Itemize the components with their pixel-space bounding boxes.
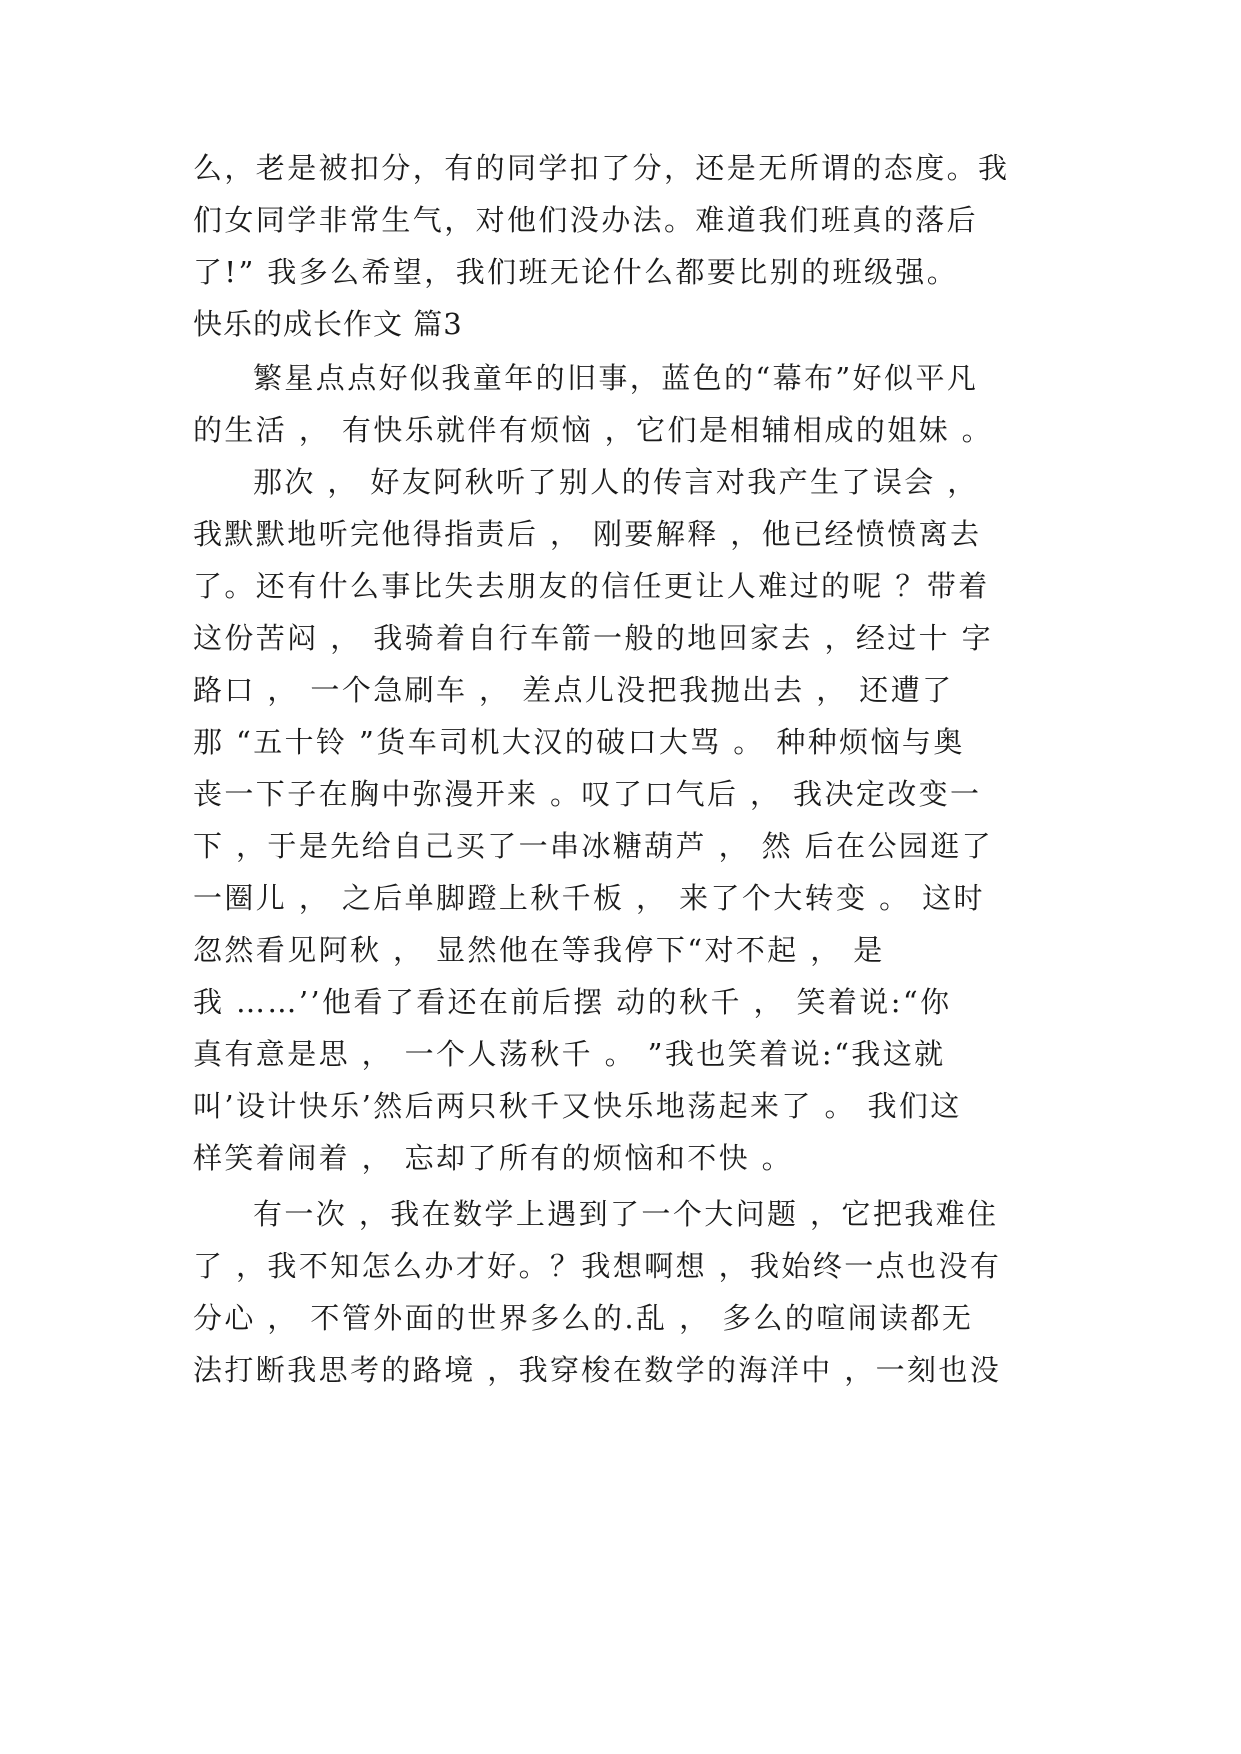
body-line-18: 真有意是思 ， 一个人荡秋千 。 ”我也笑着说:“我这就 [193, 1037, 946, 1071]
body-line-13: 丧一下子在胸中弥漫开来 。叹了口气后 ， 我决定改变一 [193, 777, 982, 811]
body-line-5: 繁星点点好似我童年的旧事，蓝色的“幕布”好似平凡 [253, 361, 979, 395]
body-line-3: 了!” 我多么希望，我们班无论什么都要比别的班级强。 [193, 255, 959, 289]
section-heading: 快乐的成长作文 篇3 [193, 307, 463, 341]
body-line-20: 样笑着闹着 ， 忘却了所有的烦恼和不快 。 [193, 1141, 794, 1175]
body-line-7: 那次 ， 好友阿秋听了别人的传言对我产生了误会 ， [253, 465, 979, 499]
body-line-12: 那 “五十铃 ”货车司机大汉的破口大骂 。 种种烦恼与奥 [193, 725, 965, 759]
body-line-22: 了 ，我不知怎么办才好。？我想啊想 ，我始终一点也没有 [193, 1249, 1002, 1283]
body-line-9: 了。还有什么事比失去朋友的信任更让人难过的呢 ？带着 [193, 569, 990, 603]
body-line-24: 法打断我思考的路境 ，我穿梭在数学的海洋中 ，一刻也没 [193, 1353, 1002, 1387]
body-line-8: 我默默地听完他得指责后 ， 刚要解释 ，他已经愤愤离去 [193, 517, 982, 551]
body-line-11: 路口 ， 一个急刷车 ， 差点儿没把我抛出去 ， 还遭了 [193, 673, 954, 707]
body-line-2: 们女同学非常生气，对他们没办法。难道我们班真的落后 [193, 203, 979, 237]
body-line-16: 忽然看见阿秋 ， 显然他在等我停下“对不起 ， 是 [193, 933, 885, 967]
body-line-1: 么，老是被扣分，有的同学扣了分，还是无所谓的态度。我 [193, 151, 1010, 185]
body-line-15: 一圈儿 ， 之后单脚蹬上秋千板 ， 来了个大转变 。 这时 [193, 881, 985, 915]
body-line-10: 这份苦闷 ， 我骑着自行车箭一般的地回家去 ，经过十 字 [193, 621, 994, 655]
body-line-19: 叫’设计快乐’然后两只秋千又快乐地荡起来了 。 我们这 [193, 1089, 962, 1123]
body-line-23: 分心 ， 不管外面的世界多么的.乱 ， 多么的喧闹读都无 [193, 1301, 974, 1335]
body-line-21: 有一次 ，我在数学上遇到了一个大问题 ，它把我难住 [253, 1197, 999, 1231]
body-line-6: 的生活 ， 有快乐就伴有烦恼 ，它们是相辅相成的姐妹 。 [193, 413, 994, 447]
body-line-14: 下 ，于是先给自己买了一串冰糖葫芦 ， 然 后在公园逛了 [193, 829, 994, 863]
body-line-17: 我 ……’’他看了看还在前后摆 动的秋千 ， 笑着说:“你 [193, 985, 952, 1019]
